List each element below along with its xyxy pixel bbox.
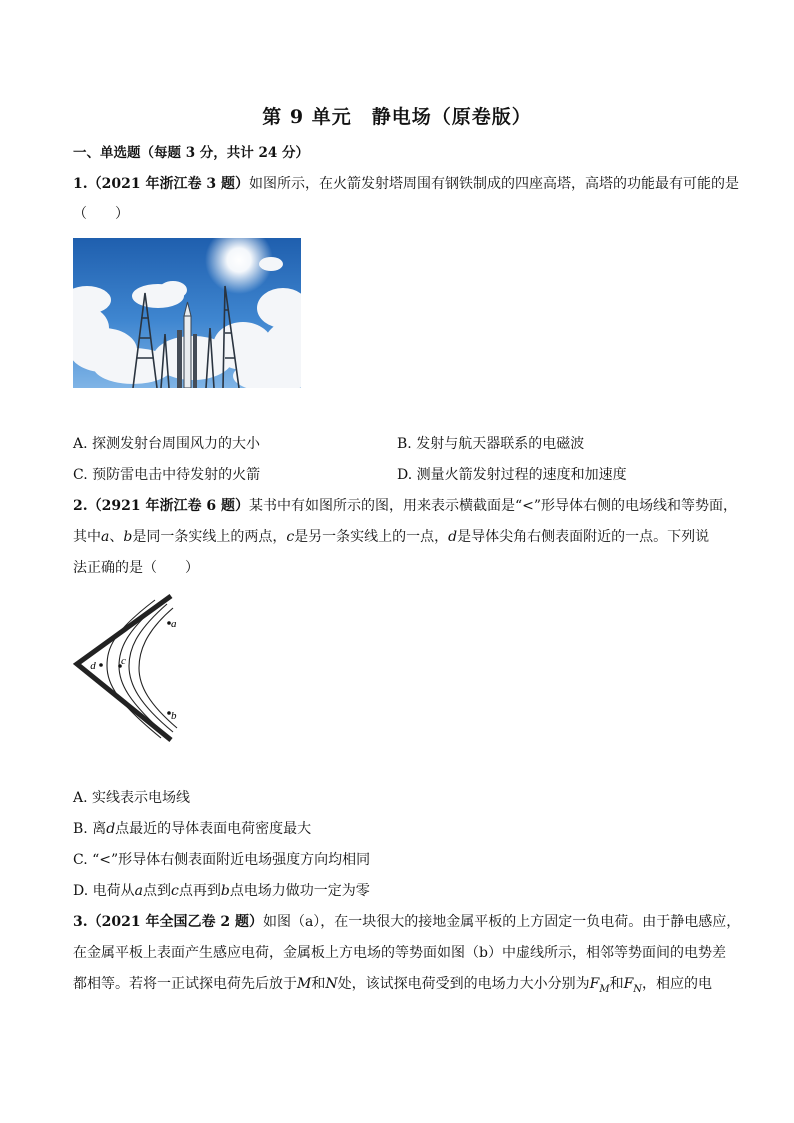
text-segment: 点到 bbox=[143, 883, 171, 899]
label-a: a bbox=[171, 618, 177, 630]
text-segment: D. 电荷从 bbox=[73, 883, 135, 899]
question-3-line-3 bbox=[73, 974, 733, 1000]
question-1-line-2: （ ） bbox=[73, 206, 129, 222]
var-F: F bbox=[589, 976, 600, 992]
var-c: c bbox=[286, 529, 295, 545]
question-number: 2. bbox=[73, 498, 88, 514]
var-b: b bbox=[123, 529, 133, 545]
text-segment: 都相等。若将一正试探电荷先后放于 bbox=[73, 976, 297, 992]
text-segment: 是导体尖角右侧表面附近的一点。下列说 bbox=[457, 529, 710, 545]
option-b[interactable]: B. 发射与航天器联系的电磁波 bbox=[397, 436, 585, 452]
question-2-line-3: 法正确的是（ ） bbox=[73, 560, 199, 576]
question-number: 1. bbox=[73, 176, 88, 192]
question-text: 如图所示，在火箭发射塔周围有钢铁制成的四座高塔，高塔的功能最有可能的是 bbox=[248, 176, 739, 192]
var-d: d bbox=[448, 529, 458, 545]
text-segment: 点最近的导体表面电荷密度最大 bbox=[115, 821, 312, 837]
question-text: 某书中有如图所示的图，用来表示横截面是“<”形导体右侧的电场线和等势面， bbox=[248, 498, 737, 514]
var-a: a bbox=[101, 529, 110, 545]
question-3-line-1 bbox=[73, 912, 741, 932]
label-d: d bbox=[90, 660, 96, 672]
text-segment: 处，该试探电荷受到的电场力大小分别为 bbox=[337, 976, 590, 992]
subscript-M: M bbox=[599, 983, 610, 995]
question-2-line-1 bbox=[73, 496, 737, 516]
text-segment: 点再到 bbox=[178, 883, 221, 899]
option-d[interactable] bbox=[73, 881, 370, 901]
var-M: M bbox=[297, 976, 312, 992]
var-d: d bbox=[106, 821, 116, 837]
question-source: （2021 年浙江卷 3 题） bbox=[87, 176, 249, 192]
option-c[interactable]: C. “<”形导体右侧表面附近电场强度方向均相同 bbox=[73, 852, 371, 868]
page-title: 第 9 单元 静电场（原卷版） bbox=[262, 106, 532, 128]
text-segment: 是另一条实线上的一点， bbox=[294, 529, 449, 545]
var-N: N bbox=[325, 976, 338, 992]
section-heading: 一、单选题（每题 3 分，共计 24 分） bbox=[73, 145, 309, 161]
question-number: 3. bbox=[73, 914, 88, 930]
question-text: 如图（a），在一块很大的接地金属平板的上方固定一负电荷。由于静电感应， bbox=[262, 914, 741, 930]
subscript-N: N bbox=[633, 983, 643, 995]
text-segment: B. 离 bbox=[73, 821, 107, 837]
text-segment: 是同一条实线上的两点， bbox=[132, 529, 287, 545]
question-source: （2021 年全国乙卷 2 题） bbox=[87, 914, 263, 930]
question-source: （2921 年浙江卷 6 题） bbox=[87, 498, 249, 514]
conductor-field-diagram bbox=[73, 592, 183, 744]
var-b: b bbox=[220, 883, 230, 899]
text-segment: 和 bbox=[311, 976, 326, 992]
option-a[interactable]: A. 实线表示电场线 bbox=[73, 790, 191, 806]
rocket-launch-photo bbox=[73, 238, 301, 388]
var-c: c bbox=[171, 883, 179, 899]
label-b: b bbox=[171, 710, 177, 722]
var-a: a bbox=[134, 883, 143, 899]
option-d[interactable]: D. 测量火箭发射过程的速度和加速度 bbox=[397, 467, 627, 483]
text-segment: ，相应的电 bbox=[642, 976, 713, 992]
text-segment: 其中 bbox=[73, 529, 101, 545]
question-1-line-1 bbox=[73, 174, 739, 194]
text-segment: 点电场力做功一定为零 bbox=[229, 883, 370, 899]
var-F: F bbox=[623, 976, 634, 992]
label-c: c bbox=[121, 655, 126, 667]
option-b[interactable] bbox=[73, 819, 311, 839]
option-c[interactable]: C. 预防雷电击中待发射的火箭 bbox=[73, 467, 261, 483]
option-a[interactable]: A. 探测发射台周围风力的大小 bbox=[73, 436, 261, 452]
point-d bbox=[99, 663, 103, 667]
question-3-line-2: 在金属平板上表面产生感应电荷，金属板上方电场的等势面如图（b）中虚线所示，相邻等势面间的电势差 bbox=[73, 945, 726, 961]
text-segment: 和 bbox=[609, 976, 624, 992]
question-2-line-2 bbox=[73, 527, 733, 547]
text-segment: 、 bbox=[109, 529, 124, 545]
